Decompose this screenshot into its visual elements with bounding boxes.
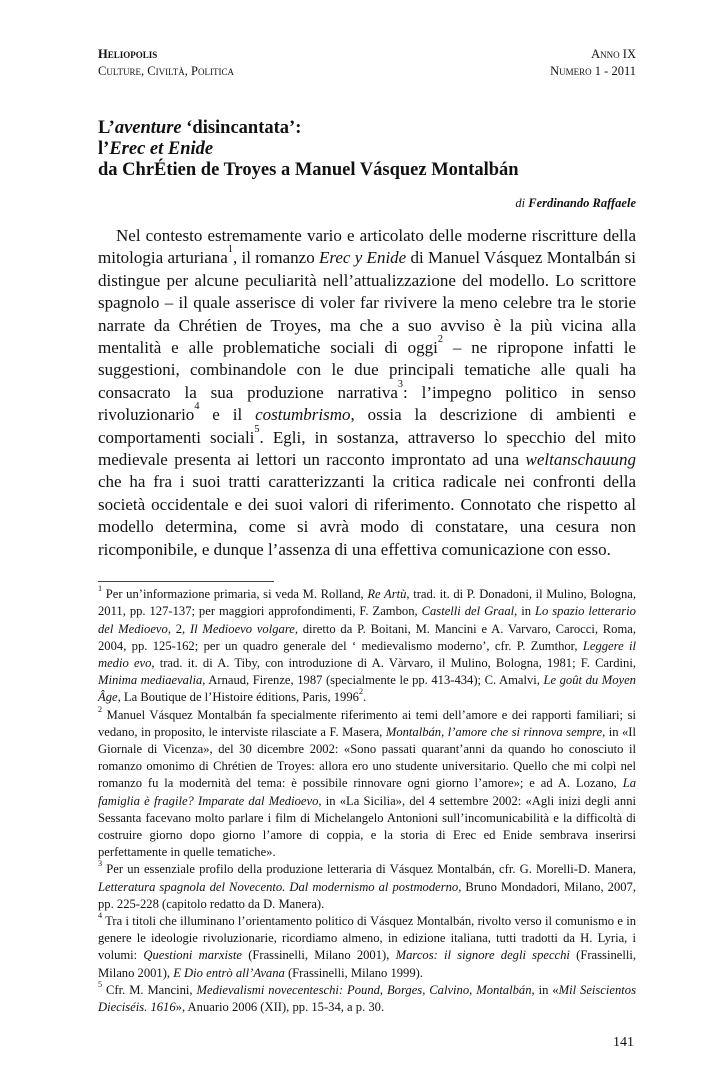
text-run: Manuel Vásquez Montalbán fa specialmente riferimento ai temi dell’amore e dei rapporti familiari; si vedano, in proposito, le interviste rilasciate a F. Masera, (98, 707, 636, 739)
text-run: che ha fra i suoi tratti caratterizzanti la critica radicale nei confronti della società occidentale e dei suoi valori di riferimento. Connotato che rispetto al modello determina, come si avrà modo di constatare, una cesura non ricomponibile, e dunque l’assenza di una effettiva comunicazione con esso. (98, 472, 636, 559)
author-byline (98, 195, 636, 211)
footnote (98, 979, 636, 1016)
footnote-text (98, 862, 636, 910)
italic-text: Le goût du Moyen Âge (98, 673, 636, 705)
footnote-text (98, 983, 636, 1014)
text-run: , trad. it. di P. Donadoni, il Mulino, Bologna, 2011, pp. 127-137; per maggiori approfondimenti, F. Zambon, (98, 587, 636, 619)
italic-text: aventure (114, 118, 182, 138)
italic-text: Medievalismi novecenteschi: Pound, Borges, Calvino, Montalbán (196, 982, 532, 997)
text-run: . Egli, in sostanza, attraverso lo specchio del mito medievale presenta ai lettori un racconto improntato ad una (98, 427, 636, 470)
running-header (98, 46, 636, 80)
italic-text: Marcos: il signore degli specchi (395, 948, 570, 963)
text-run: e il (199, 405, 256, 425)
footnote-ref[interactable]: 2 (358, 687, 364, 697)
italic-text: E Dio entrò all’Avana (173, 965, 285, 980)
footnote-text (98, 914, 636, 980)
page (98, 0, 636, 1082)
text-run: – ne ripropone infatti le suggestioni, combinandole con le due principali tematiche alle quali ha consacrato la sua produzione narrativa (98, 338, 636, 402)
footnote-number: 2 (98, 704, 103, 714)
running-header-right (550, 46, 636, 80)
text-run: (Frassinelli, Milano 1999). (284, 965, 423, 980)
text-run: . (363, 690, 367, 705)
italic-text: Letteratura spagnola del Novecento. Dal modernismo al postmoderno (98, 879, 459, 894)
text-run: Per un’informazione primaria, si veda M. Rolland, (102, 587, 368, 602)
italic-text: costumbrismo (255, 405, 351, 425)
article-title (98, 118, 636, 181)
footnote-number: 3 (98, 859, 103, 869)
text-run: , in (514, 604, 536, 619)
author-name: Ferdinando Raffaele (528, 196, 636, 210)
italic-text: Montalbán, l’amore che si rinnova sempre (385, 724, 603, 739)
text-run: Tra i titoli che illuminano l’orientamento politico di Vásquez Montalbán, rivolto verso il comunismo e in genere le ideologie rivoluzionarie, ricordiamo almeno, in edizione italiana, tutti tradotti da H. Lyria, i volumi: (98, 913, 636, 963)
page-number: 141 (613, 1035, 634, 1051)
footnote-ref[interactable]: 2 (437, 334, 443, 346)
text-run: (Frassinelli, Milano 2001), (98, 948, 636, 980)
text-run: , 2, (167, 621, 190, 636)
text-run: , trad. it. di A. Tiby, con introduzione di A. Vàrvaro, il Mulino, Bologna, 1981; F. Cardini, (151, 655, 636, 670)
journal-year: Anno IX (591, 47, 636, 61)
title-line (98, 118, 636, 139)
footnote (98, 910, 636, 982)
italic-text: weltanschauung (525, 450, 636, 470)
text-run: Cfr. M. Mancini, (102, 982, 197, 997)
text-run: (Frassinelli, Milano 2001), (241, 948, 396, 963)
italic-text: Il Medioevo volgare (189, 621, 295, 636)
footnote-separator (98, 581, 274, 582)
footnote-text (98, 587, 636, 704)
text-run: , Bruno Mondadori, Milano, 2007, pp. 225-228 (capitolo redatto da D. Manera). (98, 879, 636, 911)
italic-text: Questioni marxiste (143, 948, 242, 963)
running-header-left (98, 46, 234, 80)
body-paragraph (98, 225, 636, 561)
italic-text: Minima mediaevalia (98, 673, 203, 688)
footnote-text (98, 708, 636, 860)
text-run: , in « (531, 982, 559, 997)
text-run: , ossia la descrizione di ambienti e comportamenti sociali (98, 405, 636, 447)
title-line (98, 160, 636, 181)
footnote (98, 704, 636, 862)
author-prefix: di (515, 196, 526, 210)
text-run: l’ (98, 139, 110, 159)
journal-name: Heliopolis (98, 47, 158, 61)
footnote-ref[interactable]: 3 (397, 378, 404, 390)
journal-subtitle: Culture, Civiltà, Politica (98, 64, 234, 78)
journal-issue: Numero 1 - 2011 (550, 64, 636, 78)
footnote (98, 586, 636, 706)
footnote-ref[interactable]: 4 (194, 401, 200, 413)
text-run: ‘disincantata’: (181, 118, 302, 138)
footnote-number: 4 (98, 910, 103, 920)
text-run: , La Boutique de l’Histoire éditions, Paris, 1996 (117, 690, 359, 705)
text-run: L’ (98, 118, 115, 138)
text-run: da ChrÉtien de Troyes a Manuel Vásquez Montalbán (98, 160, 519, 180)
text-run: , il romanzo (232, 248, 319, 268)
footnote-ref[interactable]: 1 (227, 244, 233, 256)
text-run: , diretto da P. Boitani, M. Mancini e A. Varvaro, Carocci, Roma, 2004, pp. 125-162; per un quadro generale del ‘ medievalismo moderno’, cfr. P. Zumthor, (98, 621, 636, 653)
text-run: , in «La Sicilia», del 4 settembre 2002: «Agli inizi degli anni Sessanta facevano molto parlare i film di Michelangelo Antonioni sull’incomunicabilità e la difficoltà di costruire giorno dopo giorno l’amore di coppia, e la storia di Erec ed Enide sembrava inserirsi perfettamente in quelle tematiche». (98, 793, 636, 860)
text-run: , Arnaud, Firenze, 1987 (specialmente le pp. 413-434); C. Amalvi, (202, 673, 544, 688)
footnote-ref[interactable]: 5 (254, 423, 260, 435)
italic-text: La famiglia è fragile? Imparate dal Medioevo (98, 776, 636, 808)
footnote-number: 1 (98, 584, 103, 594)
italic-text: Erec et Enide (109, 139, 214, 159)
text-run: », Anuario 2006 (XII), pp. 15-34, a p. 30. (175, 999, 385, 1014)
text-run: di Manuel Vásquez Montalbán si distingue per alcune peculiarità nell’attualizzazione del modello. Lo scrittore spagnolo – il quale asserisce di voler far rivivere la meno celebre tra le storie narrate da Chrétien de Troyes, ma che a suo avviso è la più vicina alla mentalità e alle problematiche sociali di oggi (98, 248, 636, 358)
italic-text: Erec y Enide (318, 248, 407, 268)
text-run: Per un essenziale profilo della produzione letteraria di Vásquez Montalbán, cfr. G. Morelli-D. Manera, (102, 862, 636, 877)
text-run: , in «Il Giornale di Vicenza», del 30 dicembre 2002: «Sono passati quarant’anni da quando ho conosciuto il romanzo omonimo di Chrétien de Troyes: allora ero uno studente universitario. Quello che mi colpì nel romanzo fu la modernità del tema: è possibile rinnovare ogni giorno l’amore»; e ad A. Lozano, (98, 724, 636, 791)
italic-text: Lo spazio letterario del Medioevo (98, 604, 636, 636)
footnote (98, 861, 636, 913)
footnotes (98, 586, 636, 1016)
italic-text: Leggere il medio evo (98, 638, 636, 670)
italic-text: Re Artù (367, 587, 407, 602)
italic-text: Castelli del Graal (421, 604, 515, 619)
text-run: Nel contesto estremamente vario e articolato delle moderne riscritture della mitologia arturiana (98, 226, 636, 268)
italic-text: Mil Seiscientos Dieciséis. 1616 (98, 982, 636, 1014)
footnote-number: 5 (98, 979, 103, 989)
title-line (98, 139, 636, 160)
text-run: : l’impegno politico in senso rivoluzionario (98, 382, 636, 425)
